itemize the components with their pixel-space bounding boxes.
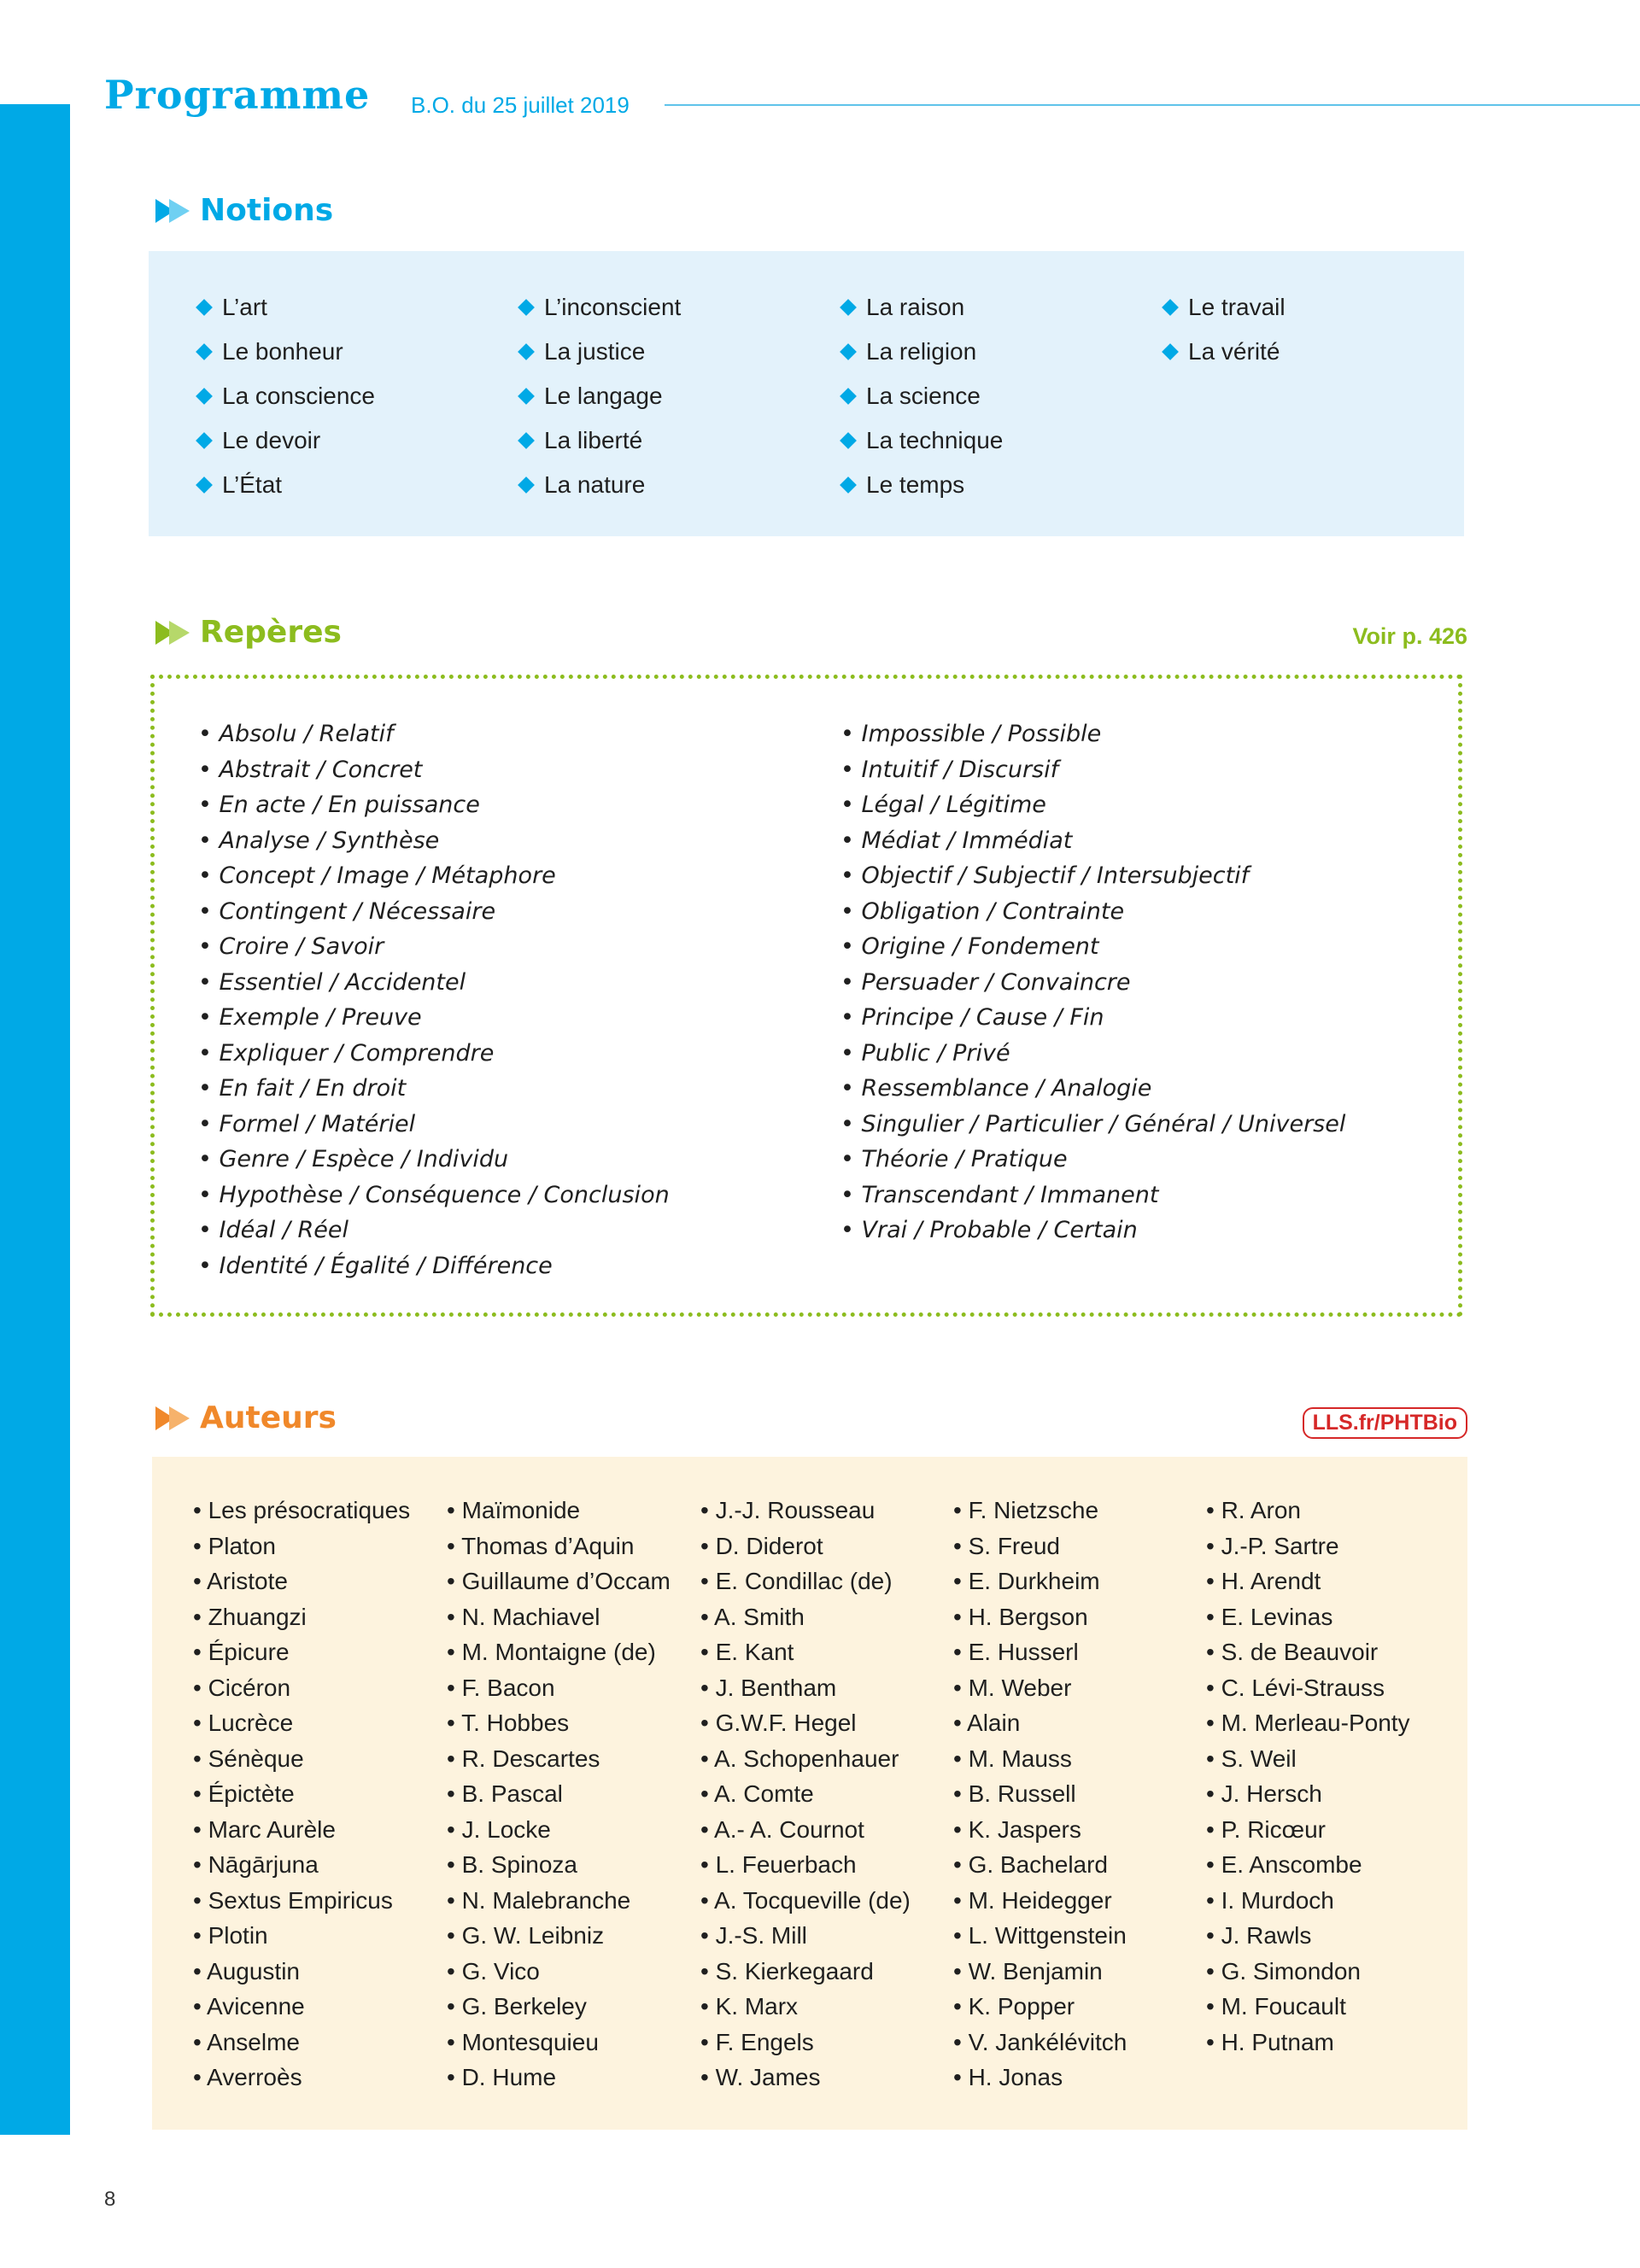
repere-item: • Impossible / Possible (840, 721, 1102, 747)
diamond-bullet-icon (518, 432, 535, 449)
notion-item-label: La religion (866, 338, 977, 365)
auteur-item: • G. Berkeley (447, 1993, 587, 2020)
notion-item-label: L’art (222, 294, 267, 320)
lls-bio-link[interactable]: LLS.fr/PHTBio (1303, 1407, 1467, 1439)
repere-item: • Formel / Matériel (198, 1110, 416, 1137)
notion-item (193, 330, 375, 374)
repere-item: • Genre / Espèce / Individu (198, 1146, 509, 1172)
repere-item: • Objectif / Subjectif / Intersubjectif (840, 862, 1250, 889)
auteur-item: • Alain (953, 1710, 1021, 1736)
auteur-item: • I. Murdoch (1206, 1886, 1334, 1914)
auteur-item: • A. Tocqueville (de) (700, 1886, 911, 1914)
repere-item: • Origine / Fondement (840, 933, 1099, 960)
auteur-item: • Épictète (193, 1780, 295, 1807)
diamond-bullet-icon (840, 299, 857, 316)
repere-item: • Idéal / Réel (198, 1217, 349, 1243)
auteur-item: • A.- A. Cournot (700, 1815, 864, 1843)
repere-item: • Public / Privé (840, 1039, 1010, 1067)
auteur-item: • Cicéron (193, 1674, 291, 1701)
auteur-item: • B. Spinoza (447, 1851, 578, 1878)
notion-item-label: La conscience (222, 383, 376, 409)
diamond-bullet-icon (196, 343, 213, 360)
auteur-item: • D. Diderot (700, 1532, 823, 1559)
auteur-item: • A. Smith (700, 1603, 805, 1630)
auteur-item: • F. Nietzsche (953, 1497, 1099, 1523)
auteur-item: • Sénèque (193, 1745, 304, 1772)
auteur-item: • E. Kant (700, 1639, 794, 1665)
reperes-column (840, 716, 1345, 1248)
auteur-item: • E. Anscombe (1206, 1851, 1362, 1878)
diamond-bullet-icon (518, 299, 535, 316)
repere-item: • Principe / Cause / Fin (840, 1004, 1104, 1031)
notion-item-label: Le bonheur (222, 338, 343, 365)
auteur-item: • K. Jaspers (953, 1815, 1081, 1843)
repere-item: • Transcendant / Immanent (840, 1181, 1159, 1208)
notion-item-label: La science (866, 383, 981, 409)
notion-item-label: Le langage (544, 383, 663, 409)
auteur-item: • G. W. Leibniz (447, 1922, 605, 1949)
auteur-item: • T. Hobbes (447, 1710, 570, 1736)
auteur-item: • W. James (700, 2064, 821, 2090)
auteur-item: • G. Bachelard (953, 1851, 1109, 1878)
repere-item: • En fait / En droit (198, 1075, 407, 1102)
auteur-item: • Sextus Empiricus (193, 1886, 393, 1914)
repere-item: • Essentiel / Accidentel (198, 968, 466, 996)
diamond-bullet-icon (196, 432, 213, 449)
auteur-item: • M. Weber (953, 1674, 1072, 1701)
auteur-item: • N. Machiavel (447, 1603, 600, 1630)
reperes-column (198, 716, 670, 1283)
diamond-bullet-icon (518, 476, 535, 494)
auteur-item: • F. Engels (700, 2028, 814, 2055)
notion-item (193, 374, 375, 418)
auteur-item: • Maïmonide (447, 1497, 581, 1523)
auteur-item: • J. Rawls (1206, 1922, 1312, 1949)
auteur-item: • L. Feuerbach (700, 1851, 857, 1878)
repere-item: • Obligation / Contrainte (840, 897, 1125, 925)
notions-column (515, 285, 681, 507)
auteur-item: • R. Descartes (447, 1745, 600, 1772)
diamond-bullet-icon (1162, 343, 1179, 360)
notion-item-label: L’inconscient (544, 294, 682, 320)
notion-item-label: La nature (544, 471, 646, 498)
diamond-bullet-icon (518, 388, 535, 405)
repere-item: • Croire / Savoir (198, 933, 384, 960)
auteur-item: • E. Levinas (1206, 1603, 1333, 1630)
notion-item-label: La technique (866, 427, 1004, 453)
repere-item: • Abstrait / Concret (198, 756, 423, 783)
notions-column (193, 285, 375, 507)
notion-item (193, 418, 375, 463)
notion-item (193, 285, 375, 330)
auteur-item: • Avicenne (193, 1993, 305, 2020)
auteur-item: • Averroès (193, 2064, 302, 2090)
auteur-item: • S. Freud (953, 1532, 1060, 1559)
auteur-item: • Plotin (193, 1922, 268, 1949)
auteur-item: • M. Foucault (1206, 1993, 1346, 2020)
auteur-item: • Anselme (193, 2028, 300, 2055)
auteur-item: • G. Vico (447, 1957, 540, 1984)
auteurs-column (193, 1493, 410, 2096)
auteurs-column (447, 1493, 671, 2096)
notion-item-label: La raison (866, 294, 965, 320)
auteur-item: • J.-P. Sartre (1206, 1532, 1339, 1559)
auteurs-column (1206, 1493, 1410, 2060)
diamond-bullet-icon (196, 388, 213, 405)
notions-heading (155, 193, 333, 228)
auteur-item: • J. Hersch (1206, 1780, 1322, 1807)
repere-item: • Exemple / Preuve (198, 1004, 422, 1031)
auteur-item: • P. Ricœur (1206, 1815, 1326, 1843)
notions-column (1159, 285, 1286, 374)
auteur-item: • J.-J. Rousseau (700, 1497, 876, 1523)
auteur-item: • E. Husserl (953, 1639, 1079, 1665)
diamond-bullet-icon (840, 432, 857, 449)
notion-item (515, 285, 681, 330)
side-color-band (0, 104, 70, 2135)
repere-item: • Intuitif / Discursif (840, 756, 1059, 783)
auteur-item: • S. Weil (1206, 1745, 1297, 1772)
auteur-item: • Montesquieu (447, 2028, 599, 2055)
notion-item (515, 418, 681, 463)
auteur-item: • E. Condillac (de) (700, 1568, 893, 1594)
notion-item (193, 463, 375, 507)
diamond-bullet-icon (196, 476, 213, 494)
notions-title: Notions (200, 193, 334, 228)
auteur-item: • Aristote (193, 1568, 288, 1594)
auteur-item: • M. Heidegger (953, 1886, 1112, 1914)
auteur-item: • F. Bacon (447, 1674, 555, 1701)
diamond-bullet-icon (196, 299, 213, 316)
auteur-item: • Nāgārjuna (193, 1851, 319, 1878)
reperes-title: Repères (200, 615, 342, 650)
repere-item: • Théorie / Pratique (840, 1146, 1068, 1172)
notion-item-label: L’État (222, 471, 283, 498)
notion-item (515, 374, 681, 418)
repere-item: • Singulier / Particulier / Général / Universel (840, 1110, 1346, 1137)
auteur-item: • Zhuangzi (193, 1603, 307, 1630)
auteur-item: • H. Arendt (1206, 1568, 1321, 1594)
auteur-item: • B. Pascal (447, 1780, 563, 1807)
notion-item (837, 330, 1003, 374)
notion-item (1159, 330, 1286, 374)
voir-page-link[interactable]: Voir p. 426 (1352, 623, 1467, 649)
auteur-item: • Marc Aurèle (193, 1815, 336, 1843)
auteur-item: • E. Durkheim (953, 1568, 1100, 1594)
double-arrow-icon (155, 197, 193, 225)
auteurs-box (152, 1457, 1467, 2130)
notion-item (837, 463, 1003, 507)
auteur-item: • Platon (193, 1532, 276, 1559)
auteurs-heading (155, 1400, 337, 1435)
repere-item: • Expliquer / Comprendre (198, 1039, 495, 1067)
auteur-item: • H. Bergson (953, 1603, 1088, 1630)
notion-item-label: La justice (544, 338, 646, 365)
diamond-bullet-icon (1162, 299, 1179, 316)
auteur-item: • R. Aron (1206, 1497, 1301, 1523)
repere-item: • Ressemblance / Analogie (840, 1075, 1152, 1102)
reperes-box (150, 675, 1462, 1317)
auteur-item: • G.W.F. Hegel (700, 1710, 857, 1736)
double-arrow-icon (155, 619, 193, 646)
repere-item: • Absolu / Relatif (198, 721, 394, 747)
repere-item: • En acte / En puissance (198, 792, 480, 818)
notion-item (837, 418, 1003, 463)
repere-item: • Persuader / Convaincre (840, 968, 1131, 996)
diamond-bullet-icon (840, 388, 857, 405)
notions-box (149, 251, 1464, 536)
auteur-item: • B. Russell (953, 1780, 1076, 1807)
auteur-item: • Les présocratiques (193, 1497, 411, 1523)
notion-item (1159, 285, 1286, 330)
double-arrow-icon (155, 1405, 193, 1432)
auteur-item: • S. Kierkegaard (700, 1957, 874, 1984)
auteur-item: • D. Hume (447, 2064, 557, 2090)
repere-item: • Médiat / Immédiat (840, 827, 1073, 854)
auteur-item: • J. Bentham (700, 1674, 837, 1701)
auteur-item: • W. Benjamin (953, 1957, 1103, 1984)
notion-item (837, 285, 1003, 330)
diamond-bullet-icon (518, 343, 535, 360)
repere-item: • Concept / Image / Métaphore (198, 862, 556, 889)
auteur-item: • K. Marx (700, 1993, 799, 2020)
page-number: 8 (104, 2188, 116, 2211)
auteur-item: • J.-S. Mill (700, 1922, 807, 1949)
auteurs-title: Auteurs (200, 1400, 337, 1435)
notion-item (837, 374, 1003, 418)
notions-column (837, 285, 1003, 507)
auteur-item: • H. Putnam (1206, 2028, 1334, 2055)
auteur-item: • V. Jankélévitch (953, 2028, 1128, 2055)
auteur-item: • M. Merleau-Ponty (1206, 1710, 1410, 1736)
auteurs-column (700, 1493, 911, 2096)
notion-item-label: Le travail (1188, 294, 1286, 320)
repere-item: • Hypothèse / Conséquence / Conclusion (198, 1181, 670, 1208)
notion-item-label: Le temps (866, 471, 965, 498)
auteur-item: • H. Jonas (953, 2064, 1063, 2090)
auteur-item: • Augustin (193, 1957, 301, 1984)
auteur-item: • J. Locke (447, 1815, 551, 1843)
auteurs-column (953, 1493, 1127, 2096)
repere-item: • Contingent / Nécessaire (198, 897, 496, 925)
page-subtitle: B.O. du 25 juillet 2019 (411, 92, 630, 118)
auteur-item: • Thomas d’Aquin (447, 1532, 635, 1559)
auteur-item: • S. de Beauvoir (1206, 1639, 1379, 1665)
auteur-item: • C. Lévi-Strauss (1206, 1674, 1385, 1701)
notion-item (515, 330, 681, 374)
auteur-item: • A. Comte (700, 1780, 814, 1807)
repere-item: • Identité / Égalité / Différence (198, 1252, 553, 1279)
auteur-item: • A. Schopenhauer (700, 1745, 899, 1772)
auteur-item: • M. Mauss (953, 1745, 1072, 1772)
notion-item-label: La vérité (1188, 338, 1280, 365)
auteur-item: • Épicure (193, 1639, 290, 1665)
notion-item-label: Le devoir (222, 427, 321, 453)
reperes-heading (155, 615, 342, 650)
repere-item: • Légal / Légitime (840, 792, 1046, 818)
repere-item: • Vrai / Probable / Certain (840, 1217, 1138, 1243)
auteur-item: • K. Popper (953, 1993, 1075, 2020)
auteur-item: • M. Montaigne (de) (447, 1639, 656, 1665)
auteur-item: • L. Wittgenstein (953, 1922, 1127, 1949)
diamond-bullet-icon (840, 476, 857, 494)
page-title: Programme (104, 72, 371, 118)
header-divider (665, 104, 1640, 106)
auteur-item: • N. Malebranche (447, 1886, 631, 1914)
notion-item (515, 463, 681, 507)
auteur-item: • Guillaume d’Occam (447, 1568, 671, 1594)
notion-item-label: La liberté (544, 427, 643, 453)
repere-item: • Analyse / Synthèse (198, 827, 440, 854)
diamond-bullet-icon (840, 343, 857, 360)
auteur-item: • Lucrèce (193, 1710, 294, 1736)
auteur-item: • G. Simondon (1206, 1957, 1362, 1984)
